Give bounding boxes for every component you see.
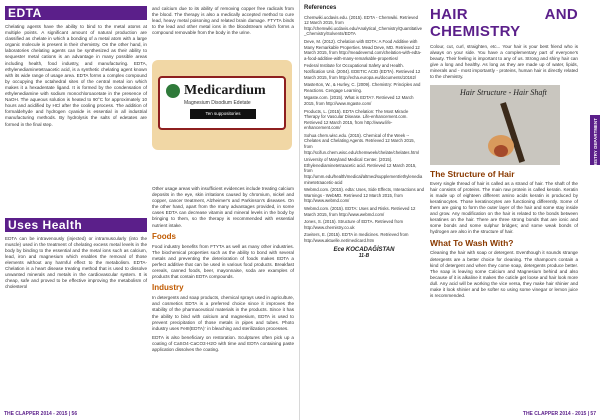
- hair-column: [430, 6, 578, 302]
- right-page: [300, 0, 600, 420]
- reference-item: Chemwiki.ucdavis.edu. (2015). EDTA - Chemwiki. Retrieved 12 March 2015, from http://chemwiki.ucdavis.edu/Analytical_Chemistry/Quantitative_Chemistry/Solvents/EDTA: [304, 14, 422, 37]
- reference-item: Webmd.com. (2015). EDTA: Uses and Risks. Retrieved 12 March 2015, from http://www.webmd.com/: [304, 206, 416, 217]
- right-footer: THE CLAPPER 2014 - 2015 | 57: [522, 411, 596, 417]
- reference-item: Zoeiters, E. (2015). EDTA in medicines. Retrieved from http://www.aktuelle.net/medicard.htm: [304, 232, 409, 243]
- chelation-paragraph: and calcium due to its ability of removing copper free radicals from the blood. The therapy is also a medically accepted method to cure lead, heavy metal poisoning and related brain damage. FTYTA binds to the lead and other metal ions in the bloodstream which forms a compound removable from the body in the urine.: [152, 6, 294, 36]
- uses-heading: Uses Health: [5, 218, 147, 232]
- reference-item: Sohua chem.wisc.edu. (2015). Chemical of the Week -- Chelates and Chelating Agents. Retrieved 12 March 2015, from http://scifun.chem.wisc.edu/chemweek/chelate/chelates.html: [304, 132, 419, 155]
- references-heading: References: [304, 5, 337, 11]
- hair-image-label: Hair Structure - Hair Shaft: [460, 87, 547, 97]
- product-photo: [152, 60, 292, 150]
- uses-paragraph: EDTA can be intravenously (injected) or intramuscularly (into the muscle) used in the treatment of chelating excess metal levels in the body by binding to the essential and the metal ions such as calcium, lead, iron and magnesium which enables the removal of those elements without any harmful effect to the metabolism. EDTA- Chelation is a heart disease treating method that is used to dissolve unwanted minerals and metals in the cardiovascular system. It is cheap, safe and proved to be effective improving the metabolism of cholesterol: [5, 235, 147, 290]
- reference-item: Products, L. (2015). EDTA Chelation: The Most Miracle Therapy for Vascular Disease. Life-enhancement.com. Retrieved 12 March 2015, from http://www.life-enhancement.com/: [304, 108, 409, 131]
- product-subtitle: Magnesium Disodium Edetate: [184, 100, 251, 106]
- wash-paragraph: Cleaning the hair with soap or detergent. Eventhough it sounds strange detergents are a better choice for cleaning. The shampoo's contain a kind of detergent and when they come soap, detergents produce better. The soap is leaving some Calcium and Magnesium behind and also because of it is alkaline it makes the cuticle get loose and hair look more dull. Any acid will be working the vice versa, they make hair shinier and make it look shinier and be softer so using some vinegar or lemon juice is recommended.: [430, 250, 578, 299]
- industry-paragraph: In detergents and soap products, chemical sprays used in agriculture, and cosmetics EDTA is a preferred choice since it improves the stability of the pharmaceutical materials in the products. Since it has the ability to bind with calcium and magnesium, EDTA is used to prevent precipitation of those metals in pipes and tubes. Photo industry uses FeIII(EDTA)ˉ in bleaching and sterilization processes.: [152, 295, 294, 331]
- edta-heading: EDTA: [5, 6, 147, 20]
- structure-heading: The Structure of Hair: [430, 168, 515, 179]
- middle-column: [152, 6, 294, 39]
- reference-item: Deve, M. (2012). Chelation with EDTA: A Food Additive with Many Remarkable Properties. Mead Deve, MD. Retrieved 12 March 2015, from http://meadevemd.com/chelation-with-edta-a-food-additive-with-many-remarkable-properties/: [304, 38, 422, 61]
- structure-paragraph: Every single thread of hair is called as a strand of hair. The shaft of the hair consists of proteins. The main raw protein is called keratin. Keratin is made up of eighteen different amino acids keratin is produced by keratinocytes. Those keratinocytes are functioning differently. Some of them are going to form the outer layer of the hair and some stay inside and grow. Any modification on the hair is related to the bonds between keratines on the hair. There are three strong bonds that are ionic and some bonds and some sulphur bridges; and some weak bonds of hydrogen are also in the structure of hair.: [430, 180, 578, 235]
- reference-item: Webmd.com. (2015). edta: Uses, Side Effects, Interactions and Warnings - WebMD. Retrieved 12 March 2015, from http://www.webmd.com/: [304, 187, 424, 204]
- reference-item: Jones, S. (2015). Structure of EDTA. Retrieved from http://www.chemistry.co.uk: [304, 219, 404, 230]
- reference-item: Mgaste.com. (2015). What is EDTA?. Retrieved 12 March 2015, from http://www.mgaste.com/: [304, 95, 414, 106]
- reference-item: Masterton, W., & Hurley, C. (2009). Chemistry: Principles and Reactions. Cengage Learning.: [304, 82, 421, 93]
- references-column: [304, 6, 424, 260]
- foods-paragraph: Food industry benefits from FTYTA as well as many other industries. The biochemical properties such as the ability to bond with several metals and preventing the deterioration of foods makes EDTA a perfect additive that can be used in various food products. Breakfast cereals, canned foods, beer, mayonnaise, soda are examples of products that contain EDTA compounds.: [152, 243, 294, 280]
- left-footer: THE CLAPPER 2014 - 2015 | 56: [4, 411, 78, 417]
- other-uses-paragraph: Other usage areas with insufficient evidences include treating calcium deposits in the eye, skin irritations caused by chromium, nickel and copper, cancer treatment, Alzheimer's and Parkinson's diseases. On the other hand, apart from the many advantages provided, in some cases EDTA can decrease vitamin and mineral levels in the body by bringing to them, so the therapy is recommended with essential nutrient intake.: [152, 186, 294, 228]
- foods-heading: Foods: [152, 231, 176, 241]
- industry-heading: Industry: [152, 283, 184, 293]
- author-class: 11-B: [358, 253, 370, 260]
- department-side-label: CHEMISTRY DEPARTMENT: [593, 118, 598, 177]
- product-badge: Ten suppositories: [190, 109, 256, 119]
- hair-structure-image: [430, 85, 560, 165]
- product-label: [158, 76, 286, 130]
- middle-column-lower: [152, 186, 294, 356]
- hair-bulb-icon: [494, 145, 508, 157]
- wash-heading: What To Wash With?: [430, 238, 514, 249]
- industry-paragraph-2: EDTA is also beneficiary on restoration. Sculptures often pick up a coating of CaSO4·CaCO3·H2O with time and EDTA containing paste application dissolves the coating.: [152, 334, 294, 352]
- reference-item: Federal Institute for Occupational Safety and Health. Notification Unit. (2004). EDETIC ACID (EDTA). Retrieved 12 March 2015, from http://echa.europa.eu/documents/10162/: [304, 63, 421, 80]
- product-logo-icon: [166, 84, 180, 98]
- author-name: Ece KOCADAĞİSTAN: [333, 246, 395, 253]
- reference-item: University of Maryland Medical Center. (2015). Ethylenediaminetetraacetic acid. Retrieved 12 March 2015, from http://umm.edu/health/medical/altmed/supplement/ethylenediaminetetraacetic-acid: [304, 157, 423, 185]
- product-name: Medicardium: [184, 83, 266, 98]
- hair-intro-paragraph: Colour, cut, curl, straighten, etc... Your hair is your best friend who is always on your side. You have a complementary part of everyone's beauty. Their feeling is important to any of us. Strong and shiny hair can give a long and healthy. As long as they are made up of water, lipids, minerals and - most importantly - proteins, human hair is directly related to the chemistry.: [430, 44, 578, 80]
- edta-paragraph: Chelating agents have the ability to bind to the metal atoms at multiple points. A significant amount of natural production are classified as chelate in which a bonding of a metal atom with a large organic molecule is present in their chemistry. On the other hand, in laboratories chelating agents can be synthesized as their ability to sequester metal cations is an advantage in many possible areas including health, food industry, and manufacturing. EDTA, ethylenediaminetetraacetic acid, is a synthetic chelating agent known with its wide range of usage area. EDTA forms a complex compound by occupying the octahedral sites of the central metal ion which makes it a hexadentate ligand. It is formed by the condensation of ethylenediamine with sodium monochloroacetate in the presence of NaOH. The aqueous solution is heated to 90°C for approximately 10 hours and acidified by HCl after the cooling process. The addition of formaldehyde and hydrogen cyanide is essential in all industrial manufacturing methods. By hydrolysis the salts of edetates are formed in the final step.: [5, 24, 147, 127]
- left-column: [5, 6, 147, 293]
- hair-title: HAIR AND CHEMISTRY: [430, 6, 578, 40]
